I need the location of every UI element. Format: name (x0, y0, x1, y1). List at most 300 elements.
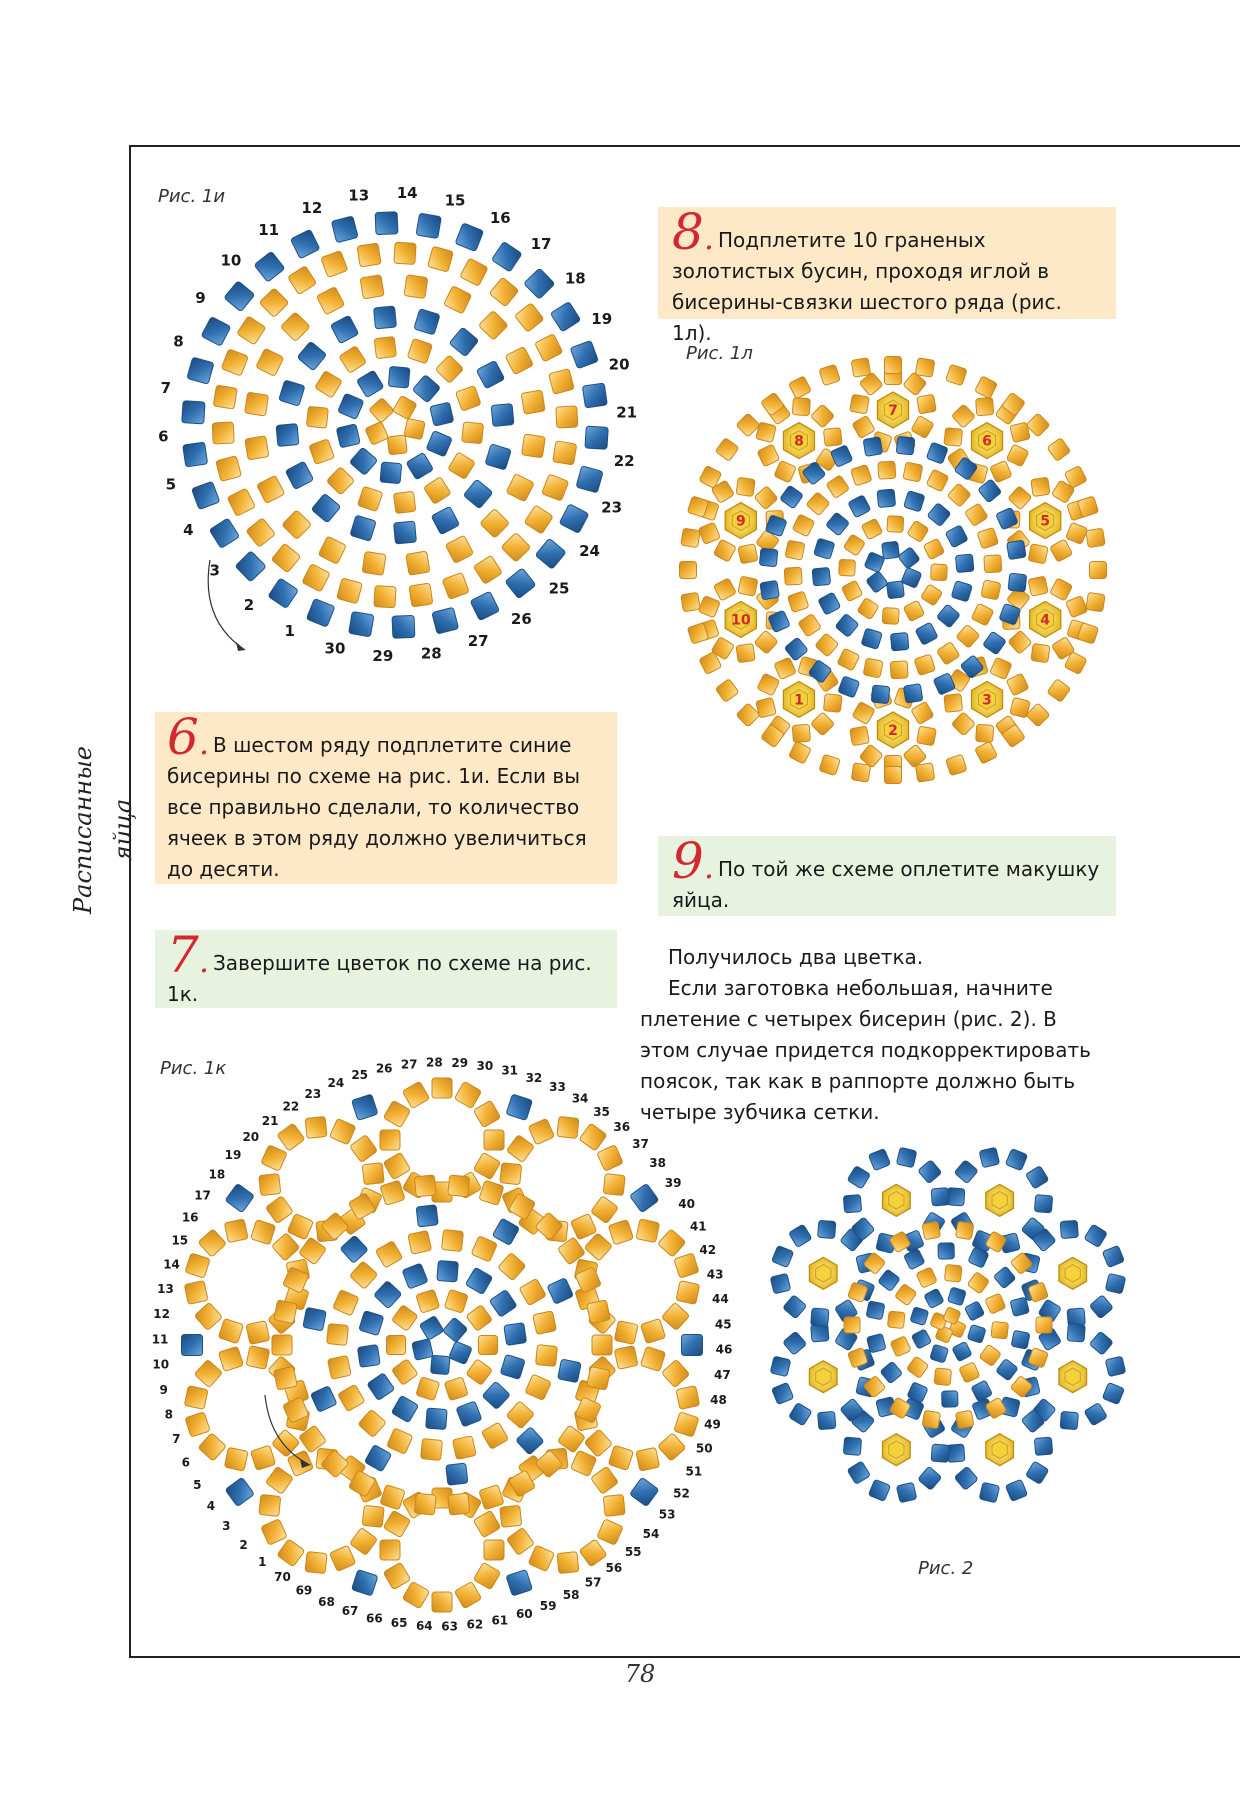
gold-bead (597, 1519, 623, 1545)
bead-number-label: 29 (451, 1056, 469, 1071)
gold-bead (715, 438, 739, 462)
gold-bead (473, 1152, 500, 1179)
gold-bead (788, 741, 811, 764)
bead-number-label: 53 (658, 1507, 676, 1522)
gold-bead (557, 1552, 579, 1574)
bead-number-label: 13 (348, 186, 370, 205)
gold-bead (251, 1445, 276, 1470)
gold-bead (404, 275, 428, 299)
blue-bead (463, 479, 493, 509)
gold-bead (591, 1466, 619, 1494)
gold-bead (839, 559, 856, 576)
bead-number-label: 2 (239, 1537, 248, 1552)
gold-bead (713, 539, 736, 562)
bead-number-label: 49 (704, 1417, 721, 1432)
gold-bead (553, 441, 577, 465)
blue-bead (1034, 1195, 1052, 1213)
blue-bead (930, 1344, 949, 1363)
blue-bead (993, 1266, 1016, 1289)
gold-bead (404, 418, 425, 439)
blue-bead (492, 242, 522, 272)
gold-bead (584, 1429, 612, 1457)
blue-bead (225, 1183, 254, 1212)
bead-number-label: 12 (301, 198, 323, 217)
blue-bead (550, 302, 580, 332)
gold-bead (416, 1289, 440, 1313)
bead-number-label: 8 (164, 1407, 174, 1422)
gold-bead (915, 763, 934, 782)
bead-number-label: 61 (491, 1613, 509, 1628)
gold-bead (1031, 477, 1050, 496)
bead-number-label: 18 (564, 269, 586, 288)
gold-bead (956, 624, 980, 648)
gold-bead (237, 316, 266, 345)
blue-bead (476, 360, 504, 388)
bead-number-label: 9 (159, 1382, 168, 1397)
faceted-bead (809, 1257, 837, 1289)
gold-bead (608, 1445, 633, 1470)
blue-bead (349, 611, 374, 636)
gold-bead (321, 251, 348, 278)
gold-bead (414, 1493, 436, 1515)
gold-bead (680, 562, 697, 579)
gold-bead (792, 724, 810, 742)
bead-number-label: 52 (673, 1486, 690, 1501)
gold-bead (402, 1581, 429, 1608)
gold-bead (931, 564, 948, 581)
gold-bead (587, 1366, 611, 1390)
blue-bead (1105, 1273, 1125, 1293)
blue-bead (285, 461, 313, 489)
gold-bead (674, 1412, 699, 1437)
blue-bead (630, 1477, 659, 1506)
bead-number-label: 1 (794, 692, 804, 709)
gold-bead (194, 1302, 222, 1330)
step-6-box (155, 708, 617, 884)
gold-bead (329, 1545, 355, 1571)
gold-bead (282, 510, 312, 540)
blue-bead (898, 547, 920, 569)
bead-number-label: 23 (304, 1086, 322, 1101)
blue-bead (772, 1245, 794, 1267)
blue-bead (1005, 1149, 1027, 1171)
gold-bead (302, 564, 330, 592)
gold-bead (380, 1540, 400, 1560)
blue-bead (504, 1323, 527, 1346)
gold-bead (946, 754, 967, 775)
gold-bead (448, 1175, 470, 1197)
blue-bead (951, 581, 972, 602)
gold-bead (922, 1410, 941, 1429)
blue-bead (303, 1307, 327, 1331)
blue-bead (375, 212, 398, 235)
gold-bead (967, 1272, 989, 1294)
gold-bead (500, 1505, 522, 1527)
blue-bead (374, 1280, 402, 1308)
gold-bead (592, 1335, 612, 1355)
gold-bead (338, 1384, 365, 1411)
gold-bead (990, 460, 1012, 482)
gold-bead (506, 1401, 534, 1429)
gold-bead (305, 1552, 327, 1574)
blue-bead (455, 223, 484, 252)
gold-bead (882, 608, 899, 625)
gold-bead (1028, 576, 1048, 596)
bead-number-label: 3 (209, 561, 220, 580)
bead-number-label: 5 (1040, 513, 1051, 530)
blue-bead (760, 580, 780, 600)
gold-bead (259, 1494, 281, 1516)
blue-bead (235, 551, 266, 582)
gold-bead (357, 486, 382, 511)
gold-bead (380, 1130, 400, 1150)
gold-bead (479, 1180, 504, 1205)
bead-number-label: 34 (571, 1091, 589, 1106)
gold-bead (844, 1317, 860, 1333)
step-6-text: В шестом ряду подплетите синие бисерины по схеме на рис. 1и. Если вы все правильно сделали, то количество ячеек в этом ряду должно увеличиться до десяти. (167, 733, 587, 881)
blue-bead (936, 604, 960, 628)
bead-number-label: 39 (664, 1175, 682, 1190)
gold-bead (698, 522, 720, 544)
gold-bead (442, 572, 469, 599)
faceted-bead (883, 1184, 911, 1216)
gold-bead (850, 464, 872, 486)
bead-number-label: 10 (152, 1357, 170, 1372)
gold-bead (339, 346, 367, 374)
gold-bead (259, 288, 289, 318)
blue-bead (364, 1445, 391, 1472)
bead-number-label: 54 (642, 1526, 660, 1541)
gold-bead (584, 1233, 612, 1261)
gold-bead (608, 1220, 633, 1245)
blue-bead (1025, 1166, 1048, 1189)
blue-bead (931, 1188, 949, 1206)
blue-bead (971, 1380, 993, 1402)
gold-bead (251, 1220, 276, 1245)
gold-bead (1047, 438, 1071, 462)
bead-number-label: 38 (649, 1155, 667, 1170)
blue-bead (896, 1147, 916, 1167)
bead-number-label: 48 (710, 1392, 727, 1407)
gold-bead (528, 1545, 554, 1571)
gold-bead (698, 596, 720, 618)
blue-bead (402, 1263, 428, 1289)
gold-bead (911, 415, 934, 438)
gold-bead (227, 488, 255, 516)
blue-bead (866, 571, 888, 593)
gold-bead (484, 1130, 504, 1150)
blue-bead (1010, 1297, 1029, 1316)
gold-bead (506, 1527, 534, 1555)
blue-bead (582, 383, 607, 408)
blue-bead (336, 424, 360, 448)
gold-bead (826, 475, 850, 499)
gold-bead (977, 527, 999, 549)
bead-number-label: 11 (151, 1332, 169, 1347)
gold-bead (423, 477, 451, 505)
gold-bead (374, 586, 396, 608)
gold-bead (661, 1302, 689, 1330)
bead-number-label: 7 (160, 379, 172, 398)
gold-bead (787, 591, 809, 613)
gold-bead (1086, 528, 1105, 547)
blue-bead (1067, 1324, 1085, 1342)
bead-number-label: 6 (181, 1455, 190, 1470)
bead-number-label: 26 (375, 1061, 393, 1076)
gold-bead (362, 1505, 384, 1527)
gold-bead (326, 467, 354, 495)
blue-bead (535, 538, 566, 569)
gold-bead (272, 1335, 292, 1355)
bead-number-label: 20 (242, 1130, 260, 1145)
gold-bead (185, 1253, 210, 1278)
blue-bead (349, 447, 377, 475)
blue-bead (979, 1482, 999, 1502)
gold-bead (975, 376, 998, 399)
gold-bead (955, 1221, 974, 1240)
gold-bead (798, 613, 822, 637)
bead-number-label: 28 (426, 1055, 443, 1070)
gold-bead (984, 555, 1002, 573)
blue-bead (1060, 1220, 1078, 1238)
blue-bead (878, 1269, 900, 1291)
gold-bead (421, 1439, 443, 1461)
blue-bead (770, 1273, 790, 1293)
gold-bead (946, 364, 967, 385)
bead-number-label: 6 (158, 427, 169, 446)
gold-bead (754, 486, 778, 510)
blue-bead (931, 1444, 949, 1462)
gold-bead (614, 1321, 638, 1345)
blue-bead (547, 1278, 574, 1305)
gold-bead (570, 1450, 596, 1476)
bead-number-label: 31 (501, 1063, 519, 1078)
gold-bead (261, 1145, 287, 1171)
bead-number-label: 66 (365, 1611, 383, 1626)
gold-bead (850, 726, 870, 746)
blue-bead (356, 370, 383, 397)
gold-bead (885, 767, 902, 784)
gold-bead (479, 1485, 504, 1510)
bead-number-label: 9 (735, 513, 746, 530)
gold-bead (224, 1219, 248, 1243)
fig-1i-caption: Рис. 1и (158, 186, 226, 207)
bead-number-label: 67 (341, 1604, 359, 1619)
gold-bead (452, 1436, 476, 1460)
gold-bead (1036, 1317, 1052, 1333)
blue-bead (770, 1356, 790, 1376)
gold-bead (658, 1229, 686, 1257)
gold-bead (636, 1447, 660, 1471)
blue-bead (1011, 1330, 1030, 1349)
gold-bead (442, 1230, 464, 1252)
blue-bead (1025, 1461, 1048, 1484)
gold-bead (394, 491, 416, 513)
blue-bead (297, 341, 327, 371)
gold-bead (521, 390, 545, 414)
gold-bead (444, 1377, 468, 1401)
gold-bead (815, 633, 839, 657)
gold-bead (479, 1336, 498, 1355)
bead-number-label: 4 (1040, 612, 1051, 629)
blue-bead (630, 1183, 659, 1212)
blue-bead (759, 548, 778, 567)
blue-bead (896, 1482, 916, 1502)
gold-bead (198, 1229, 226, 1257)
blue-bead (1084, 1402, 1107, 1425)
bead-number-label: 3 (222, 1519, 231, 1534)
gold-bead (432, 1592, 452, 1612)
gold-bead (542, 474, 569, 501)
gold-bead (528, 1118, 554, 1144)
gold-bead (921, 584, 943, 606)
gold-bead (535, 334, 563, 362)
gold-bead (903, 600, 925, 622)
blue-bead (983, 631, 1007, 655)
gold-bead (362, 551, 386, 575)
blue-bead (500, 1354, 525, 1379)
fig-2-diagram (748, 1135, 1148, 1515)
gold-bead (603, 1174, 625, 1196)
blue-bead (489, 1289, 517, 1317)
gold-bead (408, 1231, 432, 1255)
bead-number-label: 46 (715, 1342, 733, 1357)
blue-bead (838, 676, 860, 698)
gold-bead (448, 1493, 470, 1515)
gold-bead (375, 1241, 402, 1268)
blue-bead (847, 1166, 870, 1189)
blue-bead (682, 1335, 703, 1356)
gold-bead (857, 598, 879, 620)
gold-bead (216, 456, 242, 482)
blue-bead (772, 1382, 794, 1404)
gold-bead (333, 1290, 359, 1316)
gold-bead (484, 1540, 504, 1560)
gold-bead (976, 724, 994, 742)
blue-bead (224, 281, 255, 312)
bead-number-label: 21 (261, 1113, 279, 1128)
gold-bead (506, 474, 534, 502)
gold-bead (198, 1433, 226, 1461)
fig-1l-diagram (668, 340, 1118, 800)
blue-bead (918, 1160, 942, 1184)
blue-bead (918, 1466, 942, 1490)
blue-bead (814, 538, 835, 559)
blue-bead (446, 1463, 468, 1485)
gold-bead (316, 287, 344, 315)
step-7-number: 7. (167, 926, 209, 984)
gold-bead (272, 1233, 300, 1261)
gold-bead (261, 1519, 287, 1545)
blue-bead (1007, 540, 1027, 560)
blue-bead (864, 552, 885, 573)
blue-bead (352, 1570, 378, 1596)
gold-bead (524, 505, 553, 534)
bead-number-label: 5 (165, 475, 177, 494)
gold-bead (890, 661, 908, 679)
gold-bead (1006, 444, 1029, 467)
blue-bead (388, 366, 410, 388)
blue-bead (491, 404, 514, 427)
gold-bead (1090, 562, 1107, 579)
gold-bead (455, 386, 481, 412)
blue-bead (506, 1570, 532, 1596)
faceted-bead (986, 1184, 1014, 1216)
gold-bead (184, 1281, 208, 1305)
gold-bead (274, 1366, 298, 1390)
blue-bead (225, 1477, 254, 1506)
faceted-bead (986, 1434, 1014, 1466)
gold-bead (350, 1261, 378, 1289)
gold-bead (907, 520, 929, 542)
gold-bead (915, 358, 934, 377)
bead-number-label: 29 (372, 647, 394, 666)
gold-bead (365, 421, 389, 445)
gold-bead (944, 694, 963, 713)
bead-number-label: 35 (593, 1104, 610, 1119)
gold-bead (1008, 486, 1032, 510)
gold-bead (570, 1213, 596, 1239)
gold-bead (774, 460, 796, 482)
blue-bead (470, 591, 499, 620)
gold-bead (1066, 596, 1088, 618)
gold-bead (515, 303, 545, 333)
running-title: Расписанные яйца (69, 746, 137, 914)
gold-bead (640, 1319, 665, 1344)
bead-number-label: 9 (195, 289, 206, 308)
blue-bead (903, 684, 923, 704)
blue-bead (843, 1437, 861, 1455)
gold-bead (480, 508, 510, 538)
blue-bead (826, 512, 850, 536)
blue-bead (374, 306, 397, 329)
gold-bead (435, 355, 463, 383)
bead-number-label: 13 (157, 1282, 174, 1297)
bead-number-label: 22 (613, 451, 635, 470)
gold-bead (392, 1359, 419, 1386)
gold-bead (788, 376, 811, 399)
gold-bead (774, 657, 796, 679)
gold-bead (923, 538, 945, 560)
gold-bead (713, 578, 736, 601)
bead-number-label: 27 (400, 1057, 418, 1072)
blue-bead (848, 495, 871, 518)
blue-bead (812, 567, 831, 586)
gold-bead (757, 673, 780, 696)
blue-bead (955, 554, 974, 573)
gold-bead (212, 422, 234, 444)
gold-bead (306, 406, 328, 428)
gold-bead (287, 1213, 313, 1239)
bead-number-label: 60 (515, 1607, 533, 1622)
gold-bead (478, 310, 508, 340)
blue-bead (882, 541, 900, 559)
gold-bead (406, 551, 430, 575)
gold-bead (271, 543, 301, 573)
gold-bead (823, 428, 842, 447)
bead-number-label: 4 (183, 520, 194, 539)
blue-bead (414, 309, 440, 335)
gold-bead (257, 475, 285, 503)
bead-number-label: 19 (591, 310, 613, 329)
blue-bead (789, 1402, 812, 1425)
gold-bead (305, 1116, 327, 1138)
blue-bead (1102, 1245, 1124, 1267)
gold-bead (394, 242, 416, 264)
gold-bead (274, 1300, 298, 1324)
gold-bead (911, 701, 934, 724)
gold-bead (811, 404, 835, 428)
